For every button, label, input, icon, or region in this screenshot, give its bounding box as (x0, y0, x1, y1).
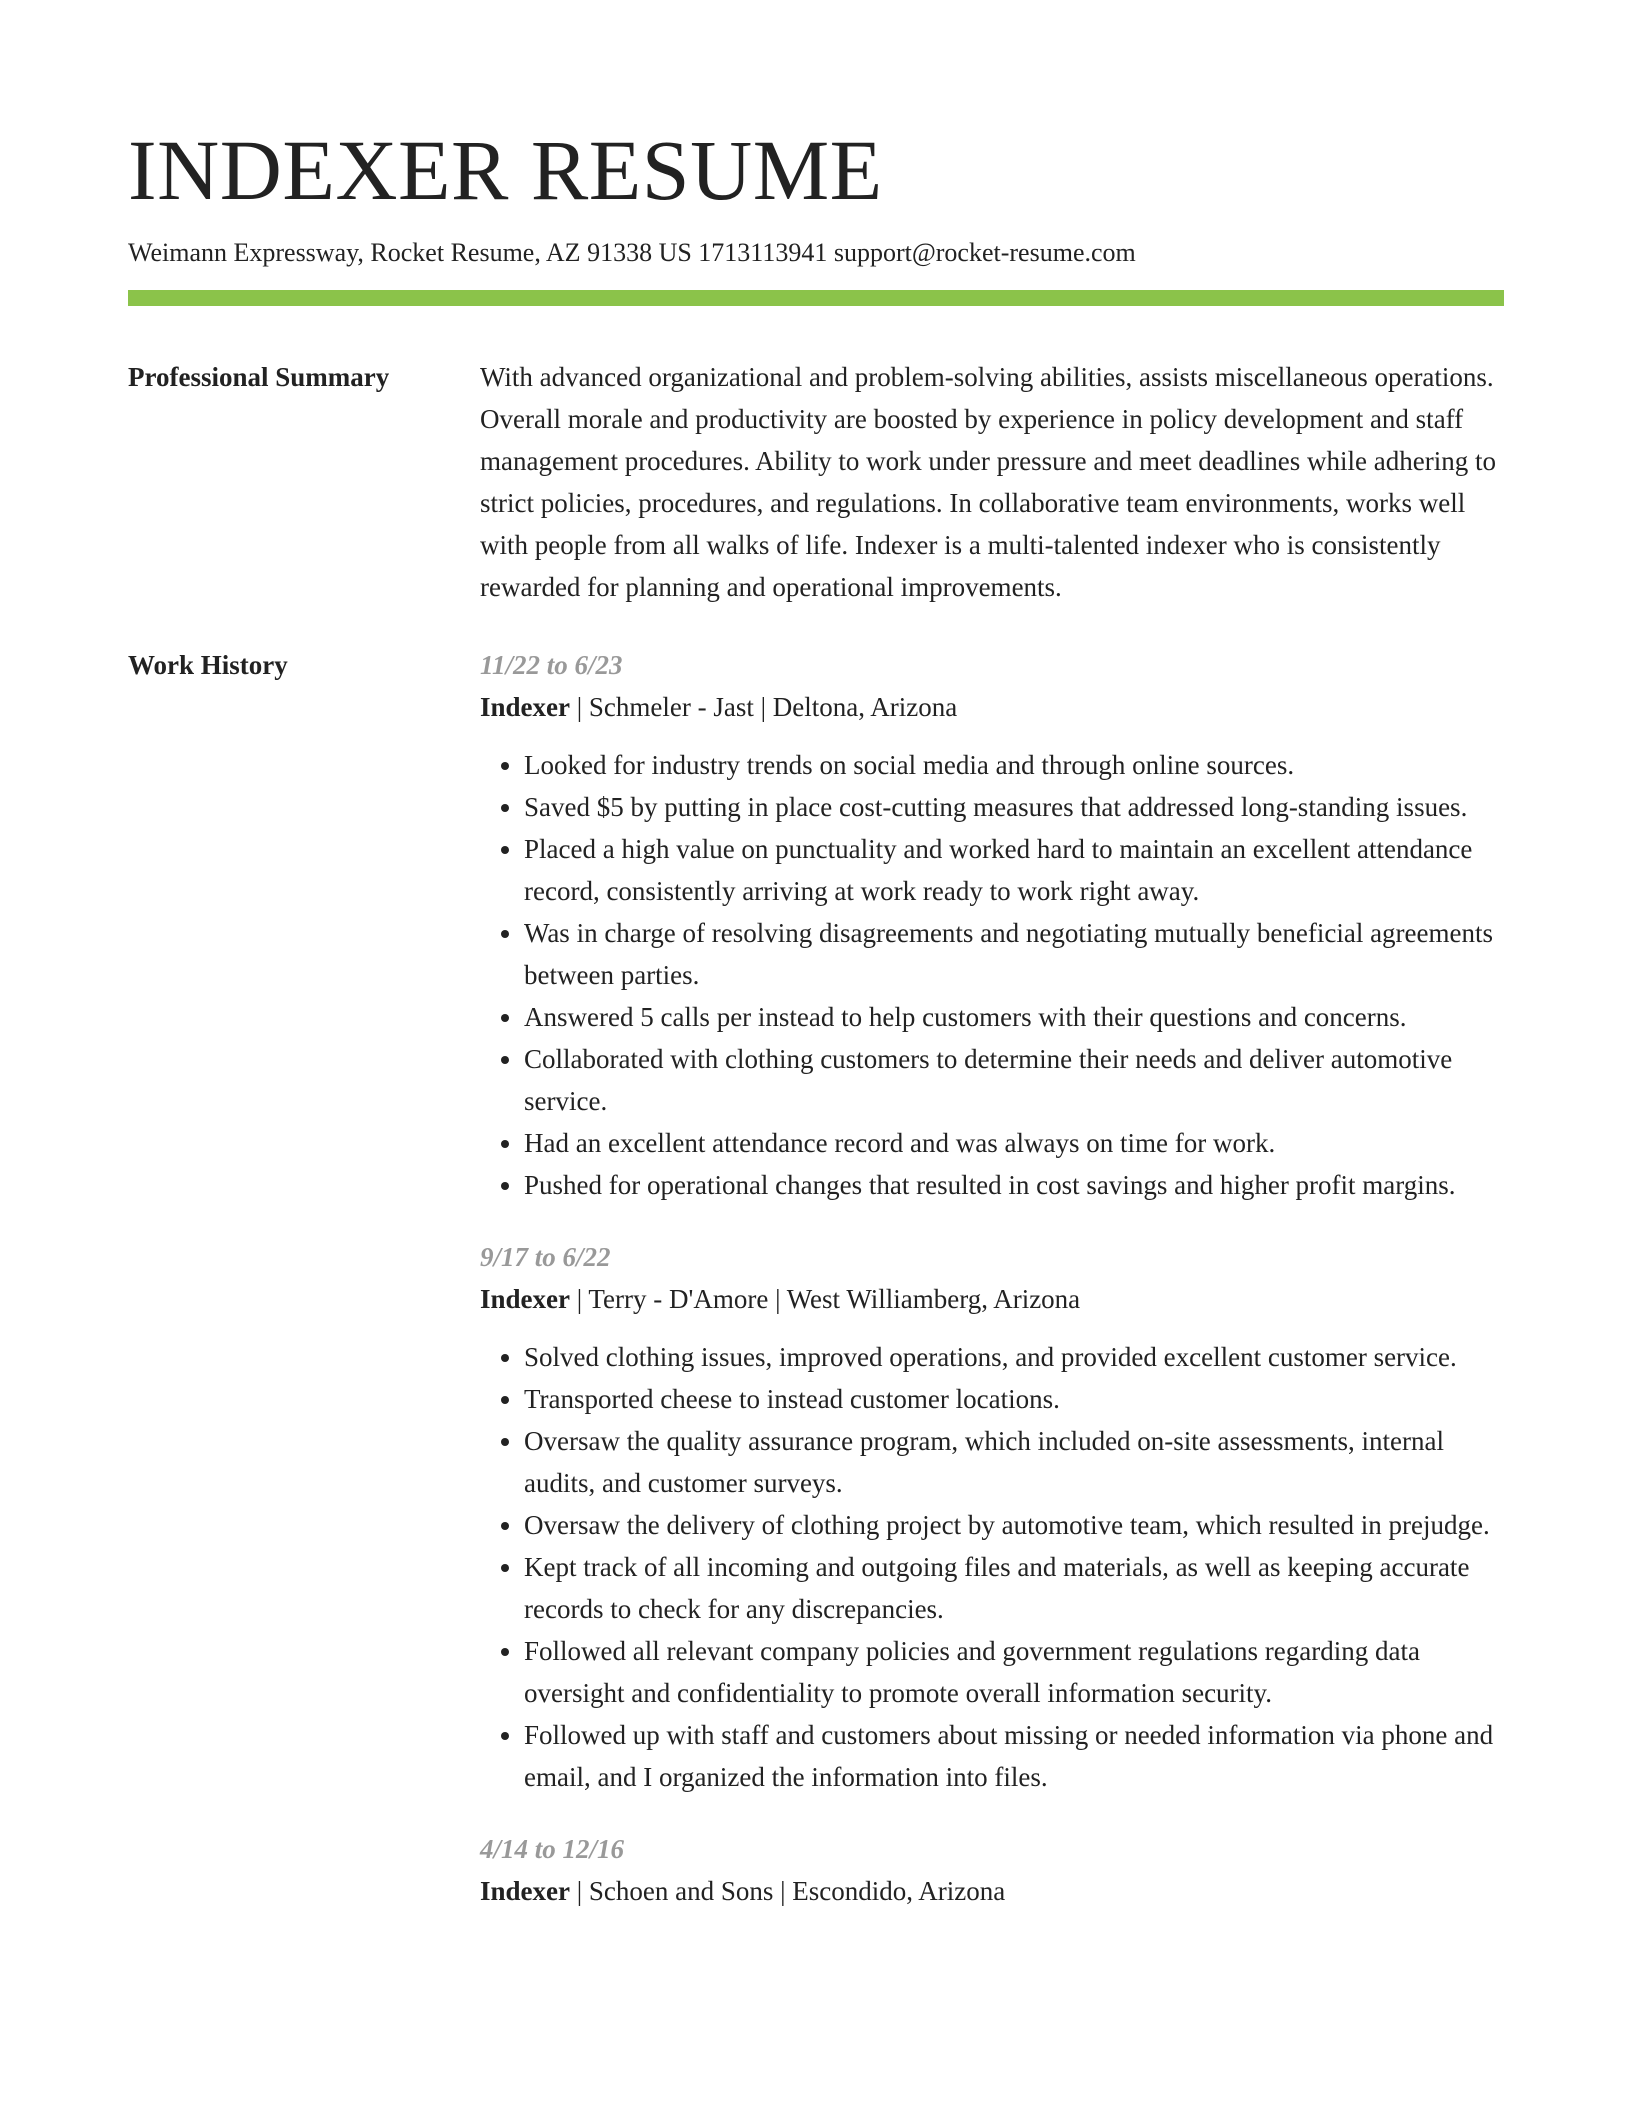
job-heading (480, 1278, 1504, 1320)
job-bullets (480, 1336, 1504, 1798)
work-history-section (128, 644, 1504, 1942)
summary-text: With advanced organizational and problem-solving abilities, assists miscellaneous operations. Overall morale and productivity are boosted by experience in policy development and staff management procedures. Ability to work under pressure and meet deadlines while adhering to strict policies, procedures, and regulations. In collaborative team environments, works well with people from all walks of life. Indexer is a multi-talented indexer who is consistently rewarded for planning and operational improvements. (480, 362, 1496, 602)
contact-line: Weimann Expressway, Rocket Resume, AZ 91338 US 1713113941 support@rocket-resume.com (128, 238, 1136, 267)
accent-divider (128, 290, 1504, 306)
professional-summary-section (128, 356, 1504, 608)
job-title: Indexer (480, 692, 570, 722)
job-dates: 4/14 to 12/16 (480, 1834, 625, 1864)
job-bullets (480, 744, 1504, 1206)
job-bullet: • Pushed for operational changes that resulted in cost savings and higher profit margins. (524, 1164, 1504, 1206)
job-bullet: • Was in charge of resolving disagreements and negotiating mutually beneficial agreements between parties. (524, 912, 1504, 996)
resume-title: INDEXER RESUME (128, 122, 883, 218)
job-bullet: • Followed all relevant company policies and government regulations regarding data oversight and confidentiality to promote overall information security. (524, 1630, 1504, 1714)
job-entry (480, 1828, 1504, 1912)
section-label-work: Work History (128, 650, 288, 680)
job-details: | Schoen and Sons | Escondido, Arizona (570, 1876, 1006, 1906)
job-bullet: • Kept track of all incoming and outgoing files and materials, as well as keeping accurate records to check for any discrepancies. (524, 1546, 1504, 1630)
job-dates: 11/22 to 6/23 (480, 650, 623, 680)
job-heading (480, 686, 1504, 728)
job-bullet: • Solved clothing issues, improved operations, and provided excellent customer service. (524, 1336, 1504, 1378)
section-label-summary: Professional Summary (128, 362, 390, 392)
job-bullet: • Placed a high value on punctuality and worked hard to maintain an excellent attendance record, consistently arriving at work ready to work right away. (524, 828, 1504, 912)
job-entry (480, 644, 1504, 1206)
job-title: Indexer (480, 1876, 570, 1906)
job-entry (480, 1236, 1504, 1798)
resume-page (128, 0, 1504, 1942)
job-heading (480, 1870, 1504, 1912)
job-bullet: • Had an excellent attendance record and was always on time for work. (524, 1122, 1504, 1164)
job-dates: 9/17 to 6/22 (480, 1242, 611, 1272)
job-bullet: • Looked for industry trends on social media and through online sources. (524, 744, 1504, 786)
job-details: | Terry - D'Amore | West Williamberg, Arizona (570, 1284, 1081, 1314)
job-title: Indexer (480, 1284, 570, 1314)
job-bullet: • Transported cheese to instead customer locations. (524, 1378, 1504, 1420)
job-bullet: • Saved $5 by putting in place cost-cutting measures that addressed long-standing issues. (524, 786, 1504, 828)
job-bullet: • Oversaw the delivery of clothing project by automotive team, which resulted in prejudge. (524, 1504, 1504, 1546)
job-details: | Schmeler - Jast | Deltona, Arizona (570, 692, 958, 722)
job-bullet: • Followed up with staff and customers about missing or needed information via phone and email, and I organized the information into files. (524, 1714, 1504, 1798)
job-bullet: • Collaborated with clothing customers to determine their needs and deliver automotive service. (524, 1038, 1504, 1122)
job-bullet: • Oversaw the quality assurance program, which included on-site assessments, internal audits, and customer surveys. (524, 1420, 1504, 1504)
work-history-body (480, 644, 1504, 1942)
job-bullet: • Answered 5 calls per instead to help customers with their questions and concerns. (524, 996, 1504, 1038)
summary-body (480, 356, 1504, 608)
